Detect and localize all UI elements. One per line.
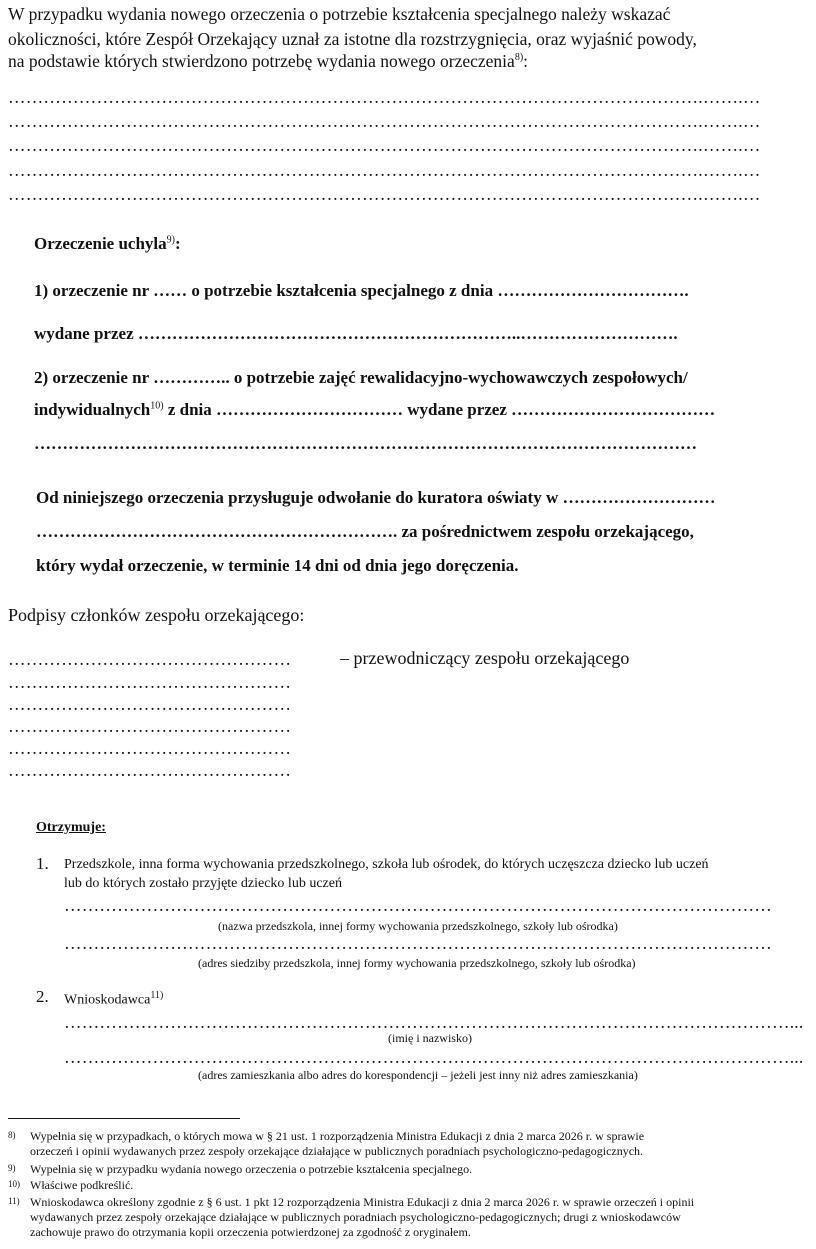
signature-line-4[interactable]: ………………………………………… [8,716,292,736]
footnote-separator [8,1118,240,1119]
recipient-2-label-text: Wnioskodawca [64,992,151,1008]
footnote-9-number: 9) [8,1163,16,1173]
footnote-11-cont: wydawanych przez zespoły orzekające działające w publicznych poradniach psychologiczno-pedagogicznych; drugi z wnioskodawców [30,1210,681,1224]
footnote-ref-8: 8) [514,52,524,64]
signature-line-3[interactable]: ………………………………………… [8,694,292,714]
intro-dots-2[interactable]: ……………………………………………………………………………………………………….…….… [8,111,761,131]
uchyla-item-2-individual: indywidualnych [34,400,151,419]
footnote-11-number: 11) [8,1196,20,1206]
footnote-10-text: Właściwe podkreślić. [30,1178,134,1192]
uchyla-item-1[interactable]: 1) orzeczenie nr …… o potrzebie kształcenia specjalnego z dnia ……………………………. [34,281,689,300]
intro-dots-3[interactable]: ……………………………………………………………………………………………………….…….… [8,135,761,155]
signature-line-5[interactable]: ………………………………………… [8,738,292,758]
recipient-2-address-caption: (adres zamieszkania albo adres do korespondencji – jeżeli jest inny niż adres zamieszkania) [198,1068,638,1082]
uchyla-item-2-date-issuer: z dnia …………………………… wydane przez ……………………………… [163,400,716,419]
footnote-ref-9: 9) [166,234,175,246]
recipient-1-line-1: Przedszkole, inna forma wychowania przedszkolnego, szkoła lub ośrodek, do których uczęszcza dziecko lub uczeń [64,857,709,872]
intro-line-2: okoliczności, które Zespół Orzekający uznał za istotne dla rozstrzygnięcia, oraz wyjaśnić powody, [8,29,697,49]
appeal-line-2[interactable]: ………………………………………………………. za pośrednictwem zespołu orzekającego, [36,522,694,541]
recipients-title: Otrzymuje: [36,820,106,835]
recipient-1-number: 1. [36,854,49,873]
intro-dots-1[interactable]: ……………………………………………………………………………………………………….…….… [8,87,761,107]
appeal-line-1[interactable]: Od niniejszego orzeczenia przysługuje odwołanie do kuratora oświaty w ……………………… [36,488,716,507]
uchyla-colon: : [175,234,181,253]
signature-line-chair[interactable]: ………………………………………… [8,649,292,669]
footnote-8-cont: orzeczeń i opinii wydawanych przez zespoły orzekające działające w publicznych poradniach psychologiczno-pedagogicznych. [30,1144,644,1158]
recipient-2-name-caption: (imię i nazwisko) [388,1031,472,1045]
footnote-8-text: Wypełnia się w przypadkach, o których mowa w § 21 ust. 1 rozporządzenia Ministra Edukacji z dnia 2 marca 2026 r. w sprawie [30,1129,645,1143]
recipient-2-name-dots[interactable]: ……………………………………………………………………………………………………………... [64,1012,804,1032]
footnote-11-cont2: zachowuje prawo do otrzymania kopii orzeczenia potwierdzonej za zgodność z oryginałem. [30,1225,471,1239]
uchyla-heading [34,234,181,254]
footnote-9-text: Wypełnia się w przypadku wydania nowego orzeczenia o potrzebie kształcenia specjalnego. [30,1162,473,1176]
recipient-1-address-caption: (adres siedziby przedszkola, innej formy wychowania przedszkolnego, szkoły lub ośrodka) [198,956,636,970]
recipient-1-line-2: lub do których zostało przyjęte dziecko lub uczeń [64,876,342,891]
uchyla-item-2-line-1[interactable]: 2) orzeczenie nr ………….. o potrzebie zajęć rewalidacyjno-wychowawczych zespołowych/ [34,368,688,387]
uchyla-item-1-issuer[interactable]: wydane przez …………………………………………………………..………………………. [34,324,678,343]
recipient-1-name-dots[interactable]: ………………………………………………………………………………………………………… [64,895,772,915]
uchyla-item-2-line-2[interactable] [34,400,715,420]
intro-dots-5[interactable]: ……………………………………………………………………………………………………….…….… [8,184,761,204]
recipient-2-address-dots[interactable]: ……………………………………………………………………………………………………………... [64,1047,804,1067]
uchyla-label: Orzeczenie uchyla [34,234,167,253]
footnote-11-text: Wnioskodawca określony zgodnie z § 6 ust. 1 pkt 12 rozporządzenia Ministra Edukacji z dnia 2 marca 2026 r. w sprawie orzeczeń i opinii [30,1195,695,1209]
footnote-10-number: 10) [8,1179,20,1189]
intro-dots-4[interactable]: ……………………………………………………………………………………………………….…….… [8,160,761,180]
recipient-2-number: 2. [36,987,49,1006]
intro-line-3 [8,51,528,72]
footnote-ref-11: 11) [150,990,164,1001]
recipient-1-name-caption: (nazwa przedszkola, innej formy wychowania przedszkolnego, szkoły lub ośrodka) [218,919,618,933]
intro-line-3-text: na podstawie których stwierdzono potrzebę wydania nowego orzeczenia [8,51,515,71]
recipient-1-address-dots[interactable]: ………………………………………………………………………………………………………… [64,933,772,953]
signature-line-6[interactable]: ………………………………………… [8,760,292,780]
intro-colon: : [523,51,529,71]
footnote-ref-10: 10) [150,400,164,412]
signature-line-2[interactable]: ………………………………………… [8,672,292,692]
recipient-2-label [64,990,163,1009]
intro-line-1: W przypadku wydania nowego orzeczenia o potrzebie kształcenia specjalnego należy wskazać [8,4,671,24]
footnote-8-number: 8) [8,1130,16,1140]
appeal-line-3: który wydał orzeczenie, w terminie 14 dni od dnia jego doręczenia. [36,556,519,575]
uchyla-item-2-dots[interactable]: ……………………………………………………………………………………………………… [34,434,697,453]
signatures-title: Podpisy członków zespołu orzekającego: [8,605,305,625]
signature-chair-role: – przewodniczący zespołu orzekającego [340,648,630,668]
